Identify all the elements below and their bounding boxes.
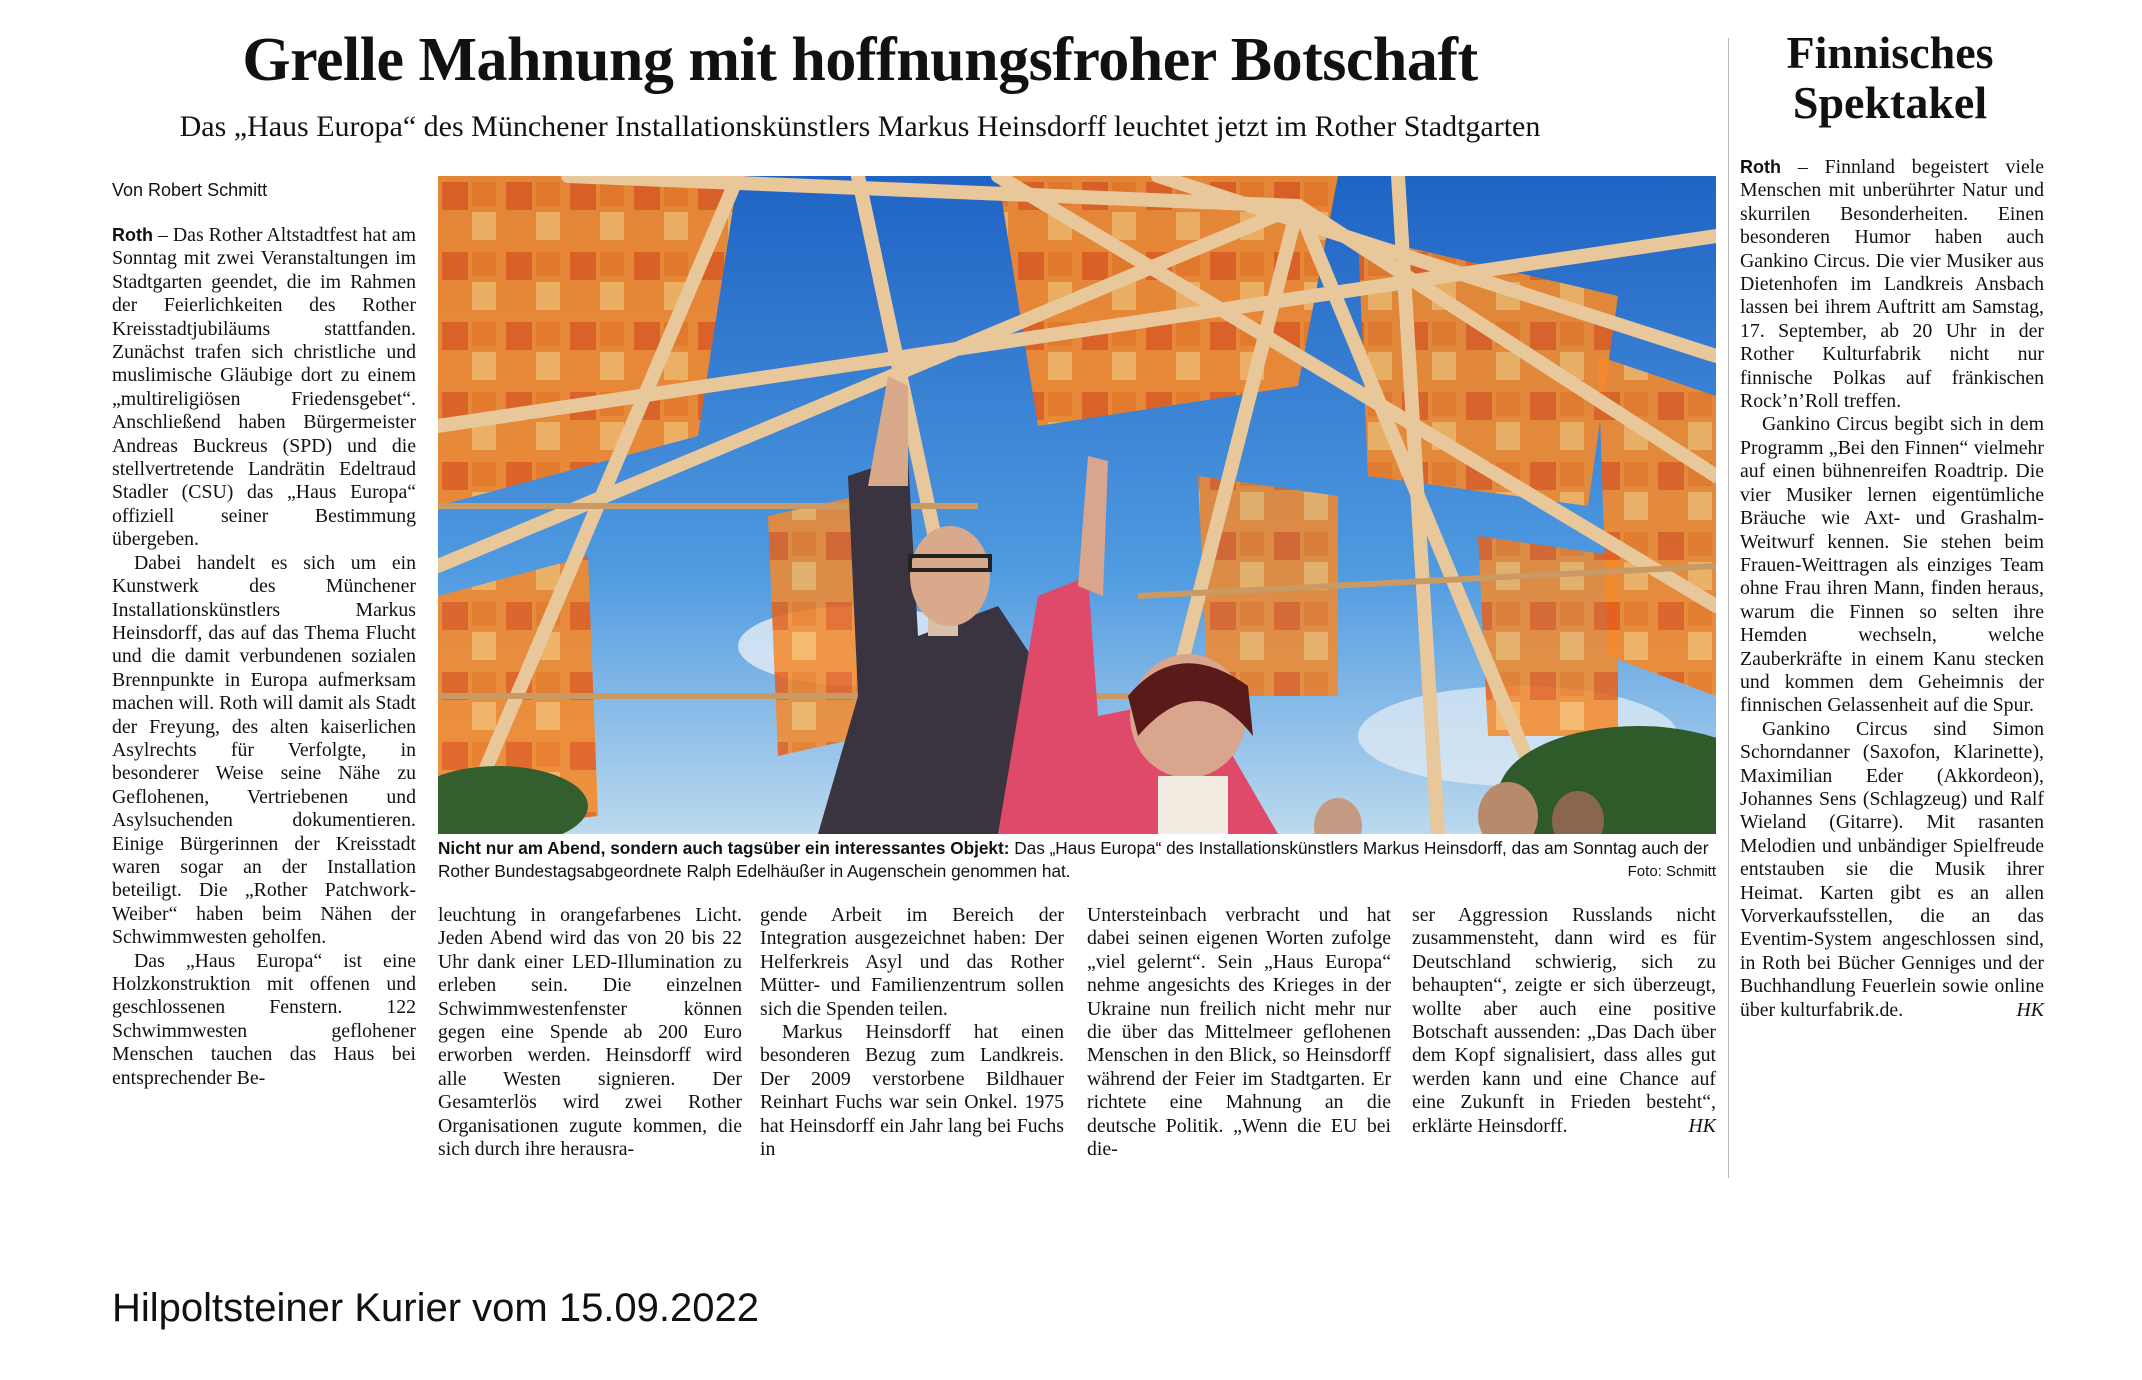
column-divider bbox=[1728, 38, 1729, 1178]
sidebar-column bbox=[1740, 156, 2044, 1022]
photo-credit: Foto: Schmitt bbox=[1627, 863, 1716, 880]
paragraph bbox=[1412, 904, 1716, 1138]
article-column-3 bbox=[760, 904, 1064, 1161]
article-column-4 bbox=[1087, 904, 1391, 1161]
author-initials: HK bbox=[2016, 998, 2044, 1021]
subtitle: Das „Haus Europa“ des Münchener Installationskünstlers Markus Heinsdorff leuchtet jetzt im Rother Stadtgarten bbox=[179, 110, 1541, 143]
paragraph bbox=[1740, 156, 2044, 413]
article-column-1 bbox=[112, 224, 416, 1090]
paragraph bbox=[112, 224, 416, 552]
source-citation: Hilpoltsteiner Kurier vom 15.09.2022 bbox=[112, 1286, 760, 1330]
haus-europa-photo bbox=[438, 176, 1716, 834]
dateline: Roth bbox=[1740, 157, 1781, 177]
caption-lead: Nicht nur am Abend, sondern auch tagsüber ein interessantes Objekt: bbox=[438, 838, 1010, 858]
paragraph: leuchtung in orangefarbenes Licht. Jeden Abend wird das von 20 bis 22 Uhr dank einer LED-Illumination zu erleben sein. Die einzelnen Schwimmwestenfenster können gegen eine Spende ab 200 Euro erworben werden. Heinsdorff wird alle Westen signieren. Der Gesamterlös wird zwei Rother Organisationen zugute kommen, die sich durch ihre herausra- bbox=[438, 904, 742, 1161]
paragraph: Untersteinbach verbracht und hat dabei seinen eigenen Worten zufolge „viel gelernt“. Sein „Haus Europa“ nehme angesichts des Krieges in der Ukraine nun freilich nicht mehr nur die über das Mittelmeer geflohenen Menschen in den Blick, so Heinsdorff während der Feier im Stadtgarten. Er richtete eine Mahnung an die deutsche Politik. „Wenn die EU bei die- bbox=[1087, 904, 1391, 1161]
author-initials: HK bbox=[1688, 1114, 1716, 1137]
paragraph-text: ser Aggression Russlands nicht zusammensteht, dann wird es für Deutschland schwierig, sich zu behaupten“, zeigte er sich überzeugt, wollte aber auch eine positive Botschaft aussenden: „Das Dach über dem Kopf signalisiert, dass alles gut werden kann und eine Chance auf eine Zukunft in Frieden besteht“, erklärte Heinsdorff. bbox=[1412, 904, 1716, 1137]
sidebar-headline bbox=[1740, 28, 2040, 128]
paragraph bbox=[1740, 718, 2044, 1022]
byline: Von Robert Schmitt bbox=[112, 180, 268, 200]
article-column-5 bbox=[1412, 904, 1716, 1138]
paragraph: Markus Heinsdorff hat einen besonderen Bezug zum Landkreis. Der 2009 verstorbene Bildhauer Reinhart Fuchs war sein Onkel. 1975 hat Heinsdorff ein Jahr lang bei Fuchs in bbox=[760, 1021, 1064, 1161]
paragraph: Dabei handelt es sich um ein Kunstwerk des Münchener Installationskünstlers Markus Heinsdorff, das auf das Thema Flucht und die damit verbundenen sozialen Brennpunkte in Europa aufmerksam machen will. Roth will damit als Stadt der Freyung, des alten kaiserlichen Asylrechts für Verfolgte, in besonderer Weise seine Nähe zu Geflohenen, Vertriebenen und Asylsuchenden dokumentieren. Einige Bürgerinnen der Kreisstadt waren sogar an der Installation beteiligt. Die „Rother Patchwork-Weiber“ haben beim Nähen der Schwimmwesten geholfen. bbox=[112, 551, 416, 949]
headline: Grelle Mahnung mit hoffnungsfroher Botschaft bbox=[242, 26, 1478, 94]
caption-text: Das „Haus Europa“ des Installationskünstlers Markus Heinsdorff, das am Sonntag auch der Rother Bundestagsabgeordnete Ralph Edelhäußer in Augenschein genommen hat. bbox=[438, 838, 1709, 881]
article-photo bbox=[438, 176, 1716, 834]
paragraph: Das „Haus Europa“ ist eine Holzkonstruktion mit offenen und geschlossenen Fenstern. 122 Schwimmwesten geflohener Menschen tauchen das Haus bei entsprechender Be- bbox=[112, 949, 416, 1089]
sidebar-headline-line-2: Spektakel bbox=[1792, 77, 1988, 128]
paragraph-text: Gankino Circus sind Simon Schorndanner (Saxofon, Klarinette), Maximilian Eder (Akkordeon), Johannes Sens (Schlagzeug) und Ralf Wieland (Gitarre). Mit rasanten Melodien und unbändiger Spielfreude entstauben sie die Musik ihrer Heimat. Karten gibt es an allen Vorverkaufsstellen, die an das Eventim-System angeschlossen sind, in Roth bei Bücher Genniges und der Buchhandlung Feuerlein sowie online über kulturfabrik.de. bbox=[1740, 717, 2044, 1021]
paragraph-text: – Das Rother Altstadtfest hat am Sonntag mit zwei Veranstaltungen im Stadtgarten geendet, die im Rahmen der Feierlichkeiten des Rother Kreisstadtjubiläums stattfanden. Zunächst trafen sich christliche und muslimische Gläubige dort zu einem „multireligiösen Friedensgebet“. Anschließend haben Bürgermeister Andreas Buckreus (SPD) und die stellvertretende Landrätin Edeltraud Stadler (CSU) das „Haus Europa“ offiziell seiner Bestimmung übergeben. bbox=[112, 224, 416, 551]
paragraph-text: – Finnland begeistert viele Menschen mit unberührter Natur und skurrilen Besonderheiten. Einen besonderen Humor haben auch Gankino Circus. Die vier Musiker aus Dietenhofen im Landkreis Ansbach lassen bei ihrem Auftritt am Samstag, 17. September, ab 20 Uhr in der Rother Kulturfabrik nicht nur finnische Polkas auf fränkischen Rock’n’Roll treffen. bbox=[1740, 156, 2044, 413]
article-column-2 bbox=[438, 904, 742, 1161]
dateline: Roth bbox=[112, 225, 153, 245]
paragraph: Gankino Circus begibt sich in dem Programm „Bei den Finnen“ vielmehr auf einen bühnenreifen Roadtrip. Die vier Musiker lernen eigentümliche Bräuche wie Axt- und Grashalm-Weitwurf kennen. Sie stehen beim Frauen-Weittragen als einziges Team ohne Frau ihren Mann, finden heraus, warum die Finnen so selten ihre Hemden wechseln, welche Zauberkräfte in einem Kanu stecken und kommen dem Geheimnis der finnischen Gelassenheit auf die Spur. bbox=[1740, 413, 2044, 717]
sidebar-headline-line-1: Finnisches bbox=[1786, 27, 1994, 78]
photo-caption bbox=[438, 837, 1716, 883]
paragraph: gende Arbeit im Bereich der Integration ausgezeichnet haben: Der Helferkreis Asyl und das Rother Mütter- und Familienzentrum sollen sich die Spenden teilen. bbox=[760, 904, 1064, 1020]
